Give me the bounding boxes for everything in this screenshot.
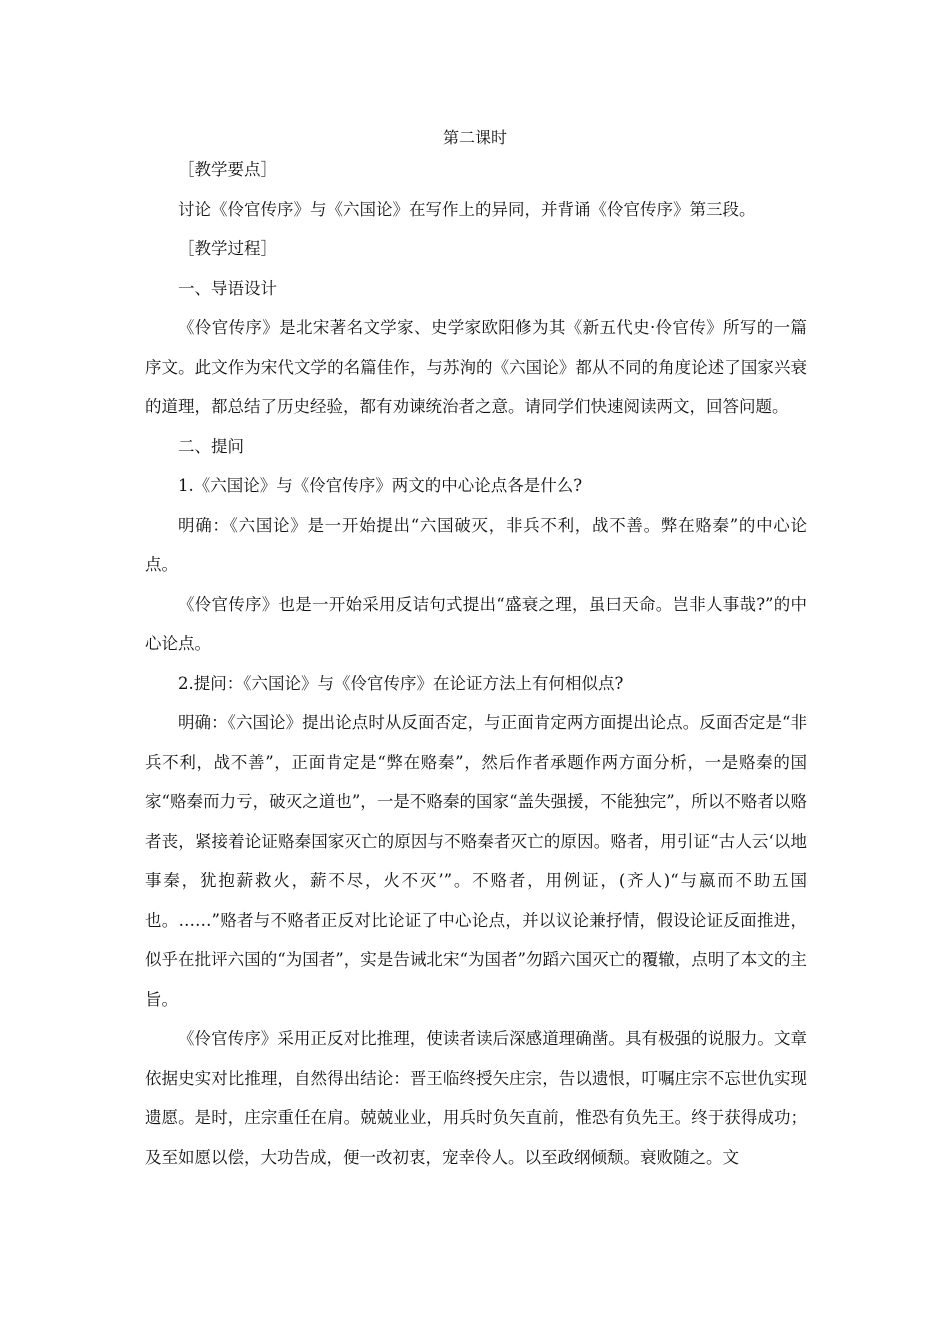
section-heading-teaching-points: ［教学要点］ <box>178 160 277 179</box>
answer-2-liuguolun: 明确：《六国论》提出论点时从反面否定，与正面肯定两方面提出论点。反面否定是“非兵不利，战不善”，正面肯定是“弊在赂秦”，然后作者承题作两方面分析，一是赂秦的国家“赂秦而力亏，破灭之道也”，一是不赂秦的国家“盖失强援，不能独完”，所以不赂者以赂者丧，紧接着论证赂秦国家灭亡的原因与不赂秦者灭亡的原因。赂者，用引证“古人云‘以地事秦，犹抱薪救火，薪不尽，火不灭’”。不赂者，用例证，(齐人)“与嬴而不助五国也。……”赂者与不赂者正反对比论证了中心论点，并以议论兼抒情，假设论证反面推进，似乎在批评六国的“为国者”，实是告诫北宋“为国者”勿蹈六国灭亡的覆辙，点明了本文的主旨。 <box>145 713 807 1009</box>
document-body <box>145 150 807 1177</box>
answer-2-lingguanzhuanxu: 《伶官传序》采用正反对比推理，使读者读后深感道理确凿。具有极强的说服力。文章依据史实对比推理，自然得出结论：晋王临终授矢庄宗，告以遗恨，叮嘱庄宗不忘世仇实现遗愿。是时，庄宗重任在肩。兢兢业业，用兵时负矢直前，惟恐有负先王。终于获得成功；及至如愿以偿，大功告成，便一改初衷，宠幸伶人。以至政纲倾颓。衰败随之。文 <box>145 1029 807 1167</box>
question-2: 2.提问：《六国论》与《伶官传序》在论证方法上有何相似点? <box>178 673 624 693</box>
teaching-points-text: 讨论《伶官传序》与《六国论》在写作上的异同，并背诵《伶官传序》第三段。 <box>178 199 756 219</box>
answer-1-lingguanzhuanxu: 《伶官传序》也是一开始采用反诘句式提出“盛衰之理，虽曰天命。岂非人事哉?”的中心论点。 <box>145 594 807 653</box>
section-heading-teaching-process: ［教学过程］ <box>178 239 277 258</box>
answer-1-liuguolun: 明确：《六国论》是一开始提出“六国破灭，非兵不利，战不善。弊在赂秦”的中心论点。 <box>145 515 807 574</box>
question-1: 1.《六国论》与《伶官传序》两文的中心论点各是什么? <box>178 476 583 495</box>
subheading-questions: 二、提问 <box>178 436 244 456</box>
subheading-introduction: 一、导语设计 <box>178 278 277 298</box>
page-title: 第二课时 <box>442 128 507 147</box>
introduction-paragraph: 《伶官传序》是北宋著名文学家、史学家欧阳修为其《新五代史·伶官传》所写的一篇序文。此文作为宋代文学的名篇佳作，与苏洵的《六国论》都从不同的角度论述了国家兴衰的道理，都总结了历史经验，都有劝谏统治者之意。请同学们快速阅读两文，回答问题。 <box>145 318 807 416</box>
